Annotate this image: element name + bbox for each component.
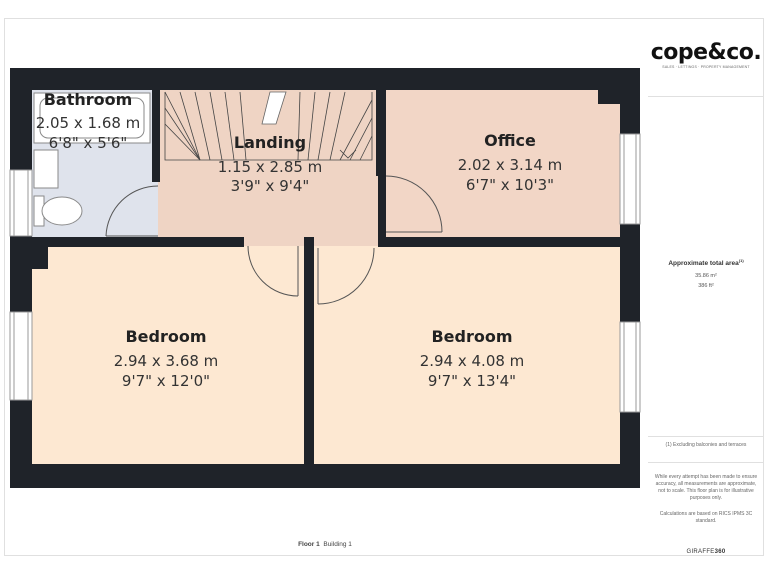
toilet [34,196,82,226]
area-metric: 35.86 m² [695,273,717,279]
bedroom-left-metric: 2.94 x 3.68 m [113,352,219,370]
sidebar-divider [648,436,764,437]
landing-metric: 1.15 x 2.85 m [217,158,323,176]
bedroom-corner-notch [32,247,48,269]
bedroom-divider-wall [304,237,314,465]
area-footnote-mark: (1) [738,258,744,263]
bathroom-metric: 2.05 x 1.68 m [35,114,141,132]
exclusion-note: (1) Excluding balconies and terraces [665,442,747,448]
sidebar-divider [648,462,764,463]
mid-wall-left [32,237,244,247]
giraffe-number: 360 [714,549,726,555]
bedroom-left-imperial: 9'7" x 12'0" [121,372,211,390]
sidebar-top-border [648,18,764,19]
bedroom-right-metric: 2.94 x 4.08 m [419,352,525,370]
area-title [648,258,764,267]
giraffe-brand [648,549,764,555]
washbasin [34,150,58,188]
office-corner-notch [598,90,620,104]
giraffe-prefix: GIRAFFE [686,549,715,555]
window-bedroom-left [10,312,32,400]
logo-text: cope&co. [650,40,762,65]
bedroom-left-name: Bedroom [125,327,207,346]
building-name: Building 1 [323,541,352,548]
disclaimer-text: While every attempt has been made to ensure accuracy, all measurements are approximate, not to scale. This floor plan is for illustrative purposes only. [654,474,758,501]
mid-wall-right [378,237,620,247]
bathroom-landing-wall [152,90,160,182]
floor-label [260,541,390,548]
office-metric: 2.02 x 3.14 m [457,156,563,174]
company-logo [648,40,764,69]
area-imperial: 386 ft² [698,283,714,289]
floor-name: Floor 1 [298,541,320,548]
window-office [620,134,640,224]
logo-tagline: SALES · LETTINGS · PROPERTY MANAGEMENT [662,65,750,69]
office-imperial: 6'7" x 10'3" [465,176,555,194]
bathroom-name: Bathroom [43,90,133,109]
info-sidebar [648,18,764,556]
bathroom-imperial: 6'8" x 5'6" [48,134,128,152]
window-bedroom-right [620,322,640,412]
landing-office-wall [376,90,386,176]
landing-imperial: 3'9" x 9'4" [230,177,310,195]
calc-note: Calculations are based on RICS IPMS 3C standard. [659,511,753,524]
bedroom-right-imperial: 9'7" x 13'4" [427,372,517,390]
sidebar-divider [648,96,764,97]
office-name: Office [484,131,536,150]
window-bathroom [10,170,32,236]
landing-name: Landing [233,133,307,152]
area-title-text: Approximate total area [668,260,739,268]
bedroom-right-name: Bedroom [431,327,513,346]
